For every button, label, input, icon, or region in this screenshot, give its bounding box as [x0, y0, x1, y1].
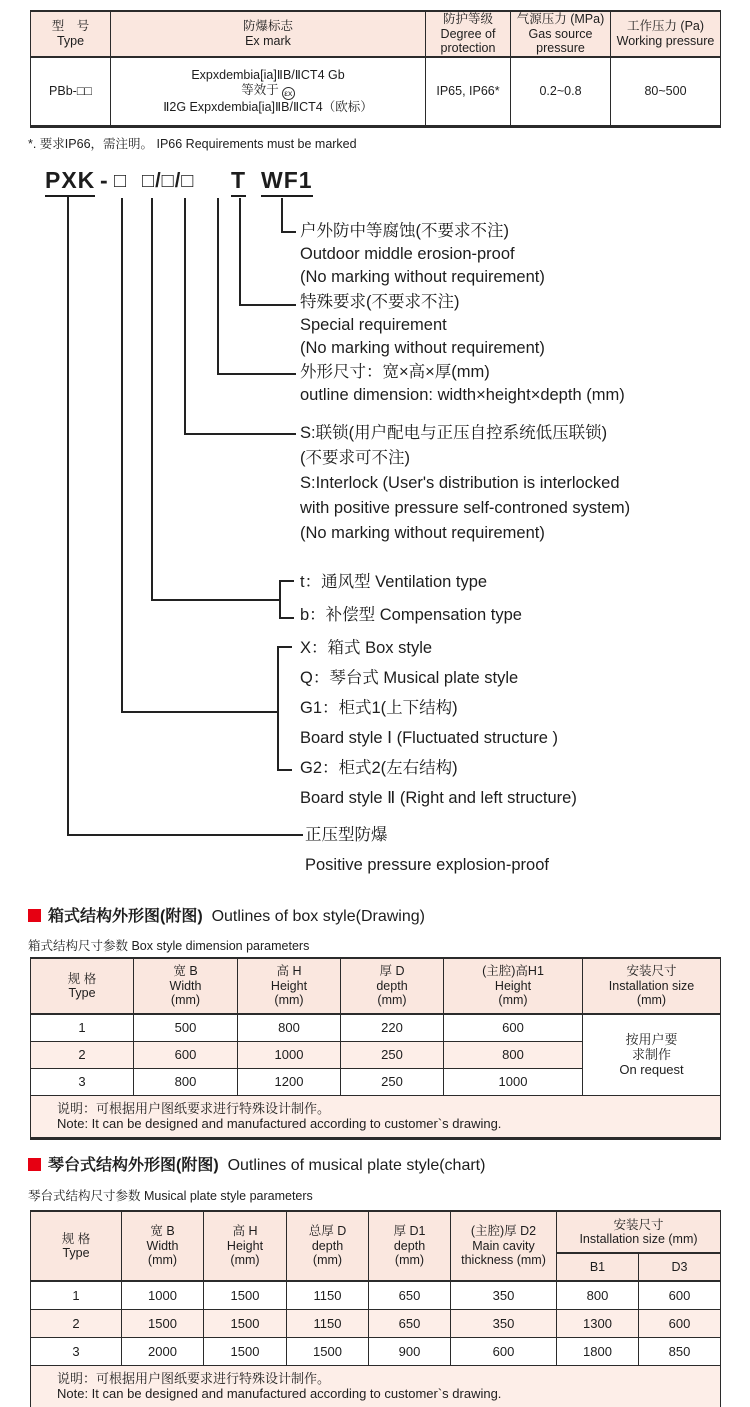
header-line: Type [56, 33, 85, 48]
table-cell: 1500 [122, 1309, 204, 1337]
table-cell: 2 [31, 1041, 134, 1068]
table-cell: 900 [369, 1337, 451, 1365]
header-line: 气源压力 (MPa) [516, 12, 605, 26]
header-line: Installation size [608, 978, 695, 993]
box-title-zh: 箱式结构外形图(附图) [48, 908, 203, 925]
label-line: outline dimension: width×height×depth (mm) [300, 386, 625, 404]
header-line: Working pressure [616, 33, 715, 48]
header-line: (mm) [394, 1253, 425, 1268]
header-line: (mm) [170, 993, 201, 1008]
cell-protection: IP65, IP66* [426, 57, 511, 127]
table-cell: 600 [444, 1014, 583, 1041]
header-line: protection [440, 41, 496, 55]
header-line: depth [311, 1238, 344, 1253]
install-line: 按用户要 [625, 1032, 678, 1048]
table-cell: 600 [639, 1309, 721, 1337]
label-line: Special requirement [300, 316, 447, 334]
table-cell: 1150 [287, 1281, 369, 1309]
header-line: 型 号 [51, 19, 90, 34]
spec-data-row [31, 57, 721, 127]
cell-working-pressure: 80~500 [611, 57, 721, 127]
header-line: depth [393, 1238, 426, 1253]
table-cell: 1200 [238, 1068, 341, 1095]
bracket-styles [278, 647, 292, 770]
cell-gas-pressure: 0.2~0.8 [511, 57, 611, 127]
header-line: Height [270, 978, 308, 993]
table-cell: 1500 [287, 1337, 369, 1365]
table-cell: 1000 [444, 1068, 583, 1095]
box-dimension-table [30, 957, 721, 1140]
table-row [31, 1309, 721, 1337]
mus-header-install [557, 1211, 721, 1253]
table-cell: 1000 [122, 1281, 204, 1309]
table-cell: 650 [369, 1309, 451, 1337]
header-line: (mm) [274, 993, 304, 1008]
table-cell: 350 [451, 1281, 557, 1309]
musical-header-row [31, 1211, 721, 1253]
mus-header-height [204, 1211, 287, 1281]
header-line: 规 格 [67, 971, 97, 986]
header-line: 防爆标志 [242, 19, 293, 34]
table-cell: 600 [134, 1041, 238, 1068]
header-line: 厚 D [379, 964, 405, 979]
table-cell: 1500 [204, 1281, 287, 1309]
header-line: Type [68, 986, 96, 1000]
label-line: S:Interlock (User's distribution is interlocked [300, 474, 620, 492]
musical-section-title [28, 1152, 485, 1175]
header-line: (mm) [312, 1253, 343, 1268]
ex-mark-line1: Expxdembia[ia]ⅡB/ⅡCT4 Gb [191, 67, 345, 82]
table-row [31, 1337, 721, 1365]
model-box1: □ [114, 170, 128, 192]
box-title-en: Outlines of box style(Drawing) [211, 908, 425, 925]
header-line: (mm) [498, 993, 528, 1008]
mus-header-d3: D3 [639, 1253, 721, 1281]
box-header-width [134, 958, 238, 1014]
spec-header-working [611, 11, 721, 57]
model-t: T [231, 167, 246, 197]
header-line: Height [494, 978, 532, 993]
table-cell: 3 [31, 1337, 122, 1365]
header-line: 安装尺寸 [626, 964, 677, 979]
header-line: 高 H [276, 964, 302, 979]
table-cell: 800 [238, 1014, 341, 1041]
table-row [31, 1281, 721, 1309]
table-cell: 1 [31, 1014, 134, 1041]
ex-equal-text: 等效于 [241, 82, 279, 97]
label-special-requirement [300, 291, 545, 360]
label-line: Q：琴台式 Musical plate style [300, 669, 519, 687]
table-cell: 800 [557, 1281, 639, 1309]
box-section-title [28, 903, 425, 926]
header-line: 高 H [232, 1224, 258, 1239]
label-line: 特殊要求(不要求不注) [300, 293, 460, 311]
header-line: thickness (mm) [461, 1253, 546, 1268]
header-line: 规 格 [61, 1231, 91, 1246]
label-outline-dimension [300, 361, 625, 407]
table-cell: 650 [369, 1281, 451, 1309]
label-wf1 [300, 220, 545, 289]
label-line: b：补偿型 Compensation type [300, 606, 522, 624]
table-cell: 1500 [204, 1337, 287, 1365]
label-line: t：通风型 Ventilation type [300, 573, 488, 591]
musical-dimension-table [30, 1210, 721, 1407]
connector-box4 [218, 198, 296, 374]
table-cell: 1500 [204, 1309, 287, 1337]
label-positive-pressure [305, 820, 549, 880]
label-line: 正压型防爆 [305, 826, 388, 844]
musical-section-subtitle: 琴台式结构尺寸参数 Musical plate style parameters [28, 1189, 313, 1203]
table-row [31, 1014, 721, 1041]
cell-ex-mark [111, 57, 426, 127]
header-line: 安装尺寸 [613, 1217, 664, 1232]
note-zh: 说明：可根据用户图纸要求进行特殊设计制作。 [57, 1100, 331, 1116]
spec-header-row [31, 11, 721, 57]
header-line: Degree of [440, 26, 496, 41]
model-dash: - [100, 167, 109, 193]
header-line: 宽 B [150, 1224, 175, 1239]
header-line: Gas source [528, 26, 593, 41]
label-structure-styles [300, 633, 577, 813]
label-line: G1：柜式1(上下结构) [300, 699, 458, 717]
label-line: Board style Ⅱ (Right and left structure) [300, 789, 577, 807]
label-line: (No marking without requirement) [300, 268, 545, 286]
label-line: X：箱式 Box style [300, 639, 433, 657]
label-line: (No marking without requirement) [300, 339, 545, 357]
label-line: G2：柜式2(左右结构) [300, 759, 458, 777]
header-line: Type [62, 1246, 90, 1260]
header-line: (主腔)厚 D2 [470, 1224, 537, 1239]
table-cell: 600 [639, 1281, 721, 1309]
spec-header-type [31, 11, 111, 57]
table-cell: 600 [451, 1337, 557, 1365]
red-square-icon [28, 1158, 41, 1171]
table-cell: 850 [639, 1337, 721, 1365]
table-cell: 250 [341, 1041, 444, 1068]
table-cell: 1150 [287, 1309, 369, 1337]
mus-header-b1: B1 [557, 1253, 639, 1281]
box-header-depth [341, 958, 444, 1014]
mus-header-total-depth [287, 1211, 369, 1281]
header-line: 防护等级 [442, 12, 493, 26]
spec-header-ex-mark [111, 11, 426, 57]
table-cell: 3 [31, 1068, 134, 1095]
header-line: depth [376, 978, 408, 993]
model-boxes: □/□/□ [142, 170, 195, 192]
table-cell: 1300 [557, 1309, 639, 1337]
mus-header-type [31, 1211, 122, 1281]
header-line: Ex mark [245, 33, 291, 48]
table-cell: 1800 [557, 1337, 639, 1365]
musical-note-row [31, 1365, 721, 1407]
header-line: Width [169, 978, 202, 993]
red-square-icon [28, 909, 41, 922]
table-cell: 350 [451, 1309, 557, 1337]
label-line: Board style Ⅰ (Fluctuated structure ) [300, 729, 558, 747]
label-line: (不要求可不注) [300, 449, 410, 467]
header-line: Width [146, 1238, 179, 1253]
spec-table [30, 10, 721, 128]
box-header-type [31, 958, 134, 1014]
header-line: (mm) [147, 1253, 178, 1268]
ex-mark-line2 [111, 83, 425, 100]
box-note-row [31, 1095, 721, 1138]
table-cell: 2 [31, 1309, 122, 1337]
label-line: (No marking without requirement) [300, 524, 545, 542]
ex-mark-line3: Ⅱ2G Expxdembia[ia]ⅡB/ⅡCT4（欧标） [163, 99, 373, 114]
connector-box2 [152, 198, 280, 600]
box-section-subtitle: 箱式结构尺寸参数 Box style dimension parameters [28, 939, 310, 953]
table-cell: 1000 [238, 1041, 341, 1068]
label-ventilation-compensation [300, 566, 522, 632]
musical-note-cell [31, 1365, 721, 1407]
label-line: Positive pressure explosion-proof [305, 856, 549, 874]
install-line: 求制作 [631, 1047, 671, 1063]
header-line: Main cavity [472, 1238, 535, 1253]
note-zh: 说明：可根据用户图纸要求进行特殊设计制作。 [57, 1370, 331, 1386]
connector-t [240, 198, 296, 305]
box-header-install [583, 958, 721, 1014]
musical-title-zh: 琴台式结构外形图(附图) [48, 1157, 219, 1174]
header-line: (mm) [636, 993, 667, 1008]
header-line: Installation size (mm) [579, 1232, 698, 1246]
cell-type: PBb-□□ [31, 57, 111, 127]
table-cell: 800 [134, 1068, 238, 1095]
spec-header-gas [511, 11, 611, 57]
note-en: Note: It can be designed and manufactured according to customer`s drawing. [57, 1386, 502, 1401]
spec-header-protection [426, 11, 511, 57]
table-cell: 500 [134, 1014, 238, 1041]
note-en: Note: It can be designed and manufactured according to customer`s drawing. [57, 1116, 502, 1131]
label-line: S:联锁(用户配电与正压自控系统低压联锁) [300, 424, 608, 442]
header-line: 工作压力 (Pa) [626, 19, 705, 34]
header-line: (主腔)高H1 [482, 964, 544, 979]
label-line: 户外防中等腐蚀(不要求不注) [300, 222, 509, 240]
header-line: 宽 B [173, 964, 198, 979]
header-line: (mm) [377, 993, 407, 1008]
table-cell: 800 [444, 1041, 583, 1068]
table-cell: 2000 [122, 1337, 204, 1365]
box-header-h1 [444, 958, 583, 1014]
label-line: with positive pressure self-controned system) [300, 499, 631, 517]
header-line: 厚 D1 [393, 1224, 426, 1239]
table-cell: 1 [31, 1281, 122, 1309]
musical-title-en: Outlines of musical plate style(chart) [227, 1157, 486, 1174]
label-interlock [300, 421, 630, 546]
mus-header-d1 [369, 1211, 451, 1281]
header-line: (mm) [230, 1253, 260, 1268]
header-line: Height [226, 1238, 264, 1253]
install-on-request-cell [583, 1014, 721, 1095]
table-cell: 220 [341, 1014, 444, 1041]
box-note-cell [31, 1095, 721, 1138]
mus-header-width [122, 1211, 204, 1281]
connector-wf1 [282, 198, 296, 232]
box-header-row [31, 958, 721, 1014]
connector-box1 [122, 198, 278, 712]
ip66-footnote: *. 要求IP66，需注明。 IP66 Requirements must be marked [28, 137, 357, 151]
header-line: 总厚 D [308, 1224, 347, 1239]
bracket-vent [280, 581, 294, 618]
label-line: Outdoor middle erosion-proof [300, 245, 515, 263]
ex-certification-icon: εx [282, 87, 295, 100]
install-line: On request [619, 1062, 684, 1078]
header-line: pressure [536, 41, 585, 55]
label-line: 外形尺寸：宽×高×厚(mm) [300, 363, 490, 381]
table-cell: 250 [341, 1068, 444, 1095]
model-suffix: WF1 [261, 167, 313, 197]
model-designation-diagram [0, 165, 750, 887]
mus-header-d2 [451, 1211, 557, 1281]
model-prefix: PXK [45, 167, 95, 197]
box-header-height [238, 958, 341, 1014]
